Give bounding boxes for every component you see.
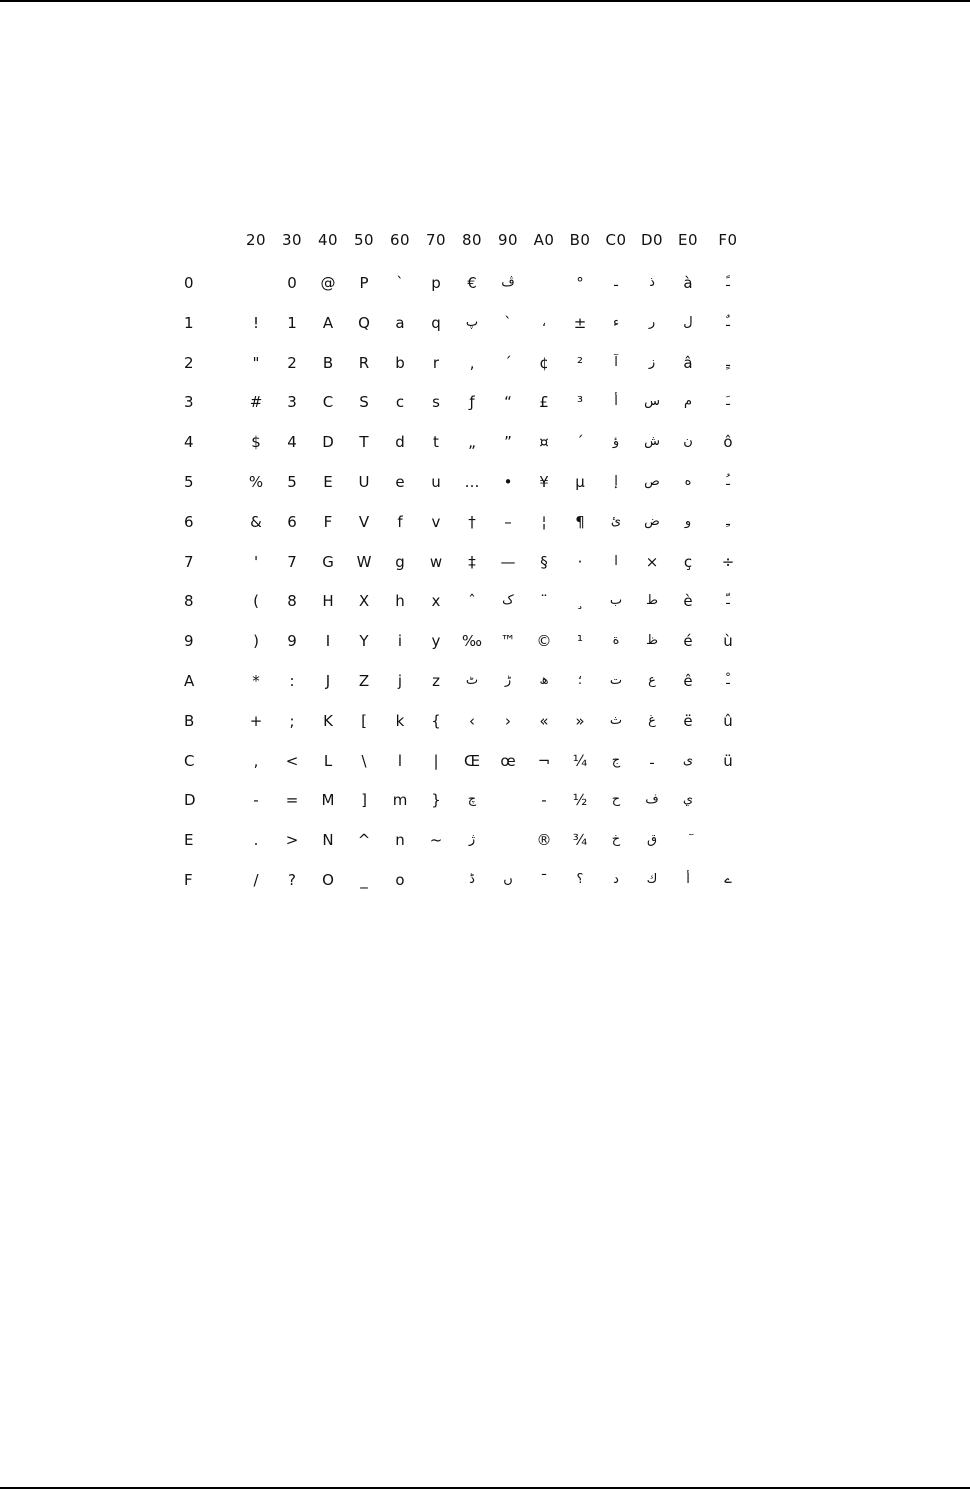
code-cell-f8: ـّ bbox=[726, 593, 730, 609]
code-cell-57: W bbox=[356, 552, 372, 571]
code-cell-ac: ¬ bbox=[537, 751, 551, 770]
code-cell-c2: آ bbox=[614, 354, 618, 370]
code-cell-c9: ة bbox=[612, 633, 620, 649]
code-cell-2d: - bbox=[253, 791, 259, 810]
code-cell-46: F bbox=[323, 512, 333, 531]
code-cell-25: % bbox=[248, 473, 264, 491]
code-cell-e6: و bbox=[684, 513, 692, 529]
row-label-8: 8 bbox=[184, 592, 194, 611]
code-cell-50: P bbox=[359, 274, 369, 292]
code-cell-2e: . bbox=[253, 831, 259, 850]
code-cell-dc: ـ bbox=[650, 752, 654, 768]
code-cell-a8: ¨ bbox=[540, 592, 548, 611]
code-cell-4f: O bbox=[322, 871, 334, 889]
code-cell-b9: ¹ bbox=[576, 632, 583, 651]
code-cell-f9: ù bbox=[723, 632, 733, 651]
code-cell-eb: ë bbox=[683, 711, 693, 730]
code-cell-c3: أ bbox=[614, 394, 618, 410]
code-cell-d9: ظ bbox=[645, 633, 659, 649]
code-cell-d8: ط bbox=[645, 593, 659, 609]
code-cell-32: 2 bbox=[287, 353, 297, 372]
code-cell-3a: : bbox=[289, 672, 295, 690]
column-header-70: 70 bbox=[425, 231, 447, 249]
code-cell-4d: M bbox=[321, 791, 335, 810]
code-cell-72: r bbox=[432, 353, 440, 372]
code-cell-92: ´ bbox=[504, 353, 512, 372]
row-label-4: 4 bbox=[184, 433, 194, 452]
code-cell-fa: ـْ bbox=[726, 673, 730, 688]
code-cell-43: C bbox=[322, 393, 334, 412]
code-cell-28: ( bbox=[253, 592, 259, 611]
code-cell-c1: ء bbox=[612, 314, 620, 330]
code-cell-af: ¯ bbox=[540, 871, 548, 889]
code-cell-ef: أ bbox=[686, 872, 690, 887]
code-cell-cd: ح bbox=[611, 792, 621, 808]
column-header-90: 90 bbox=[497, 231, 519, 249]
code-cell-8b: ‹ bbox=[469, 711, 475, 730]
code-cell-d0: ذ bbox=[649, 275, 655, 290]
code-cell-75: u bbox=[431, 473, 441, 491]
code-cell-7b: { bbox=[431, 711, 441, 730]
row-label-3: 3 bbox=[184, 393, 194, 412]
code-cell-68: h bbox=[395, 592, 405, 611]
row-label-1: 1 bbox=[184, 313, 194, 332]
code-cell-ba: ؛ bbox=[577, 673, 583, 688]
code-cell-ca: ت bbox=[609, 673, 623, 688]
column-header-e0: E0 bbox=[677, 231, 699, 249]
code-cell-a6: ¦ bbox=[541, 512, 547, 531]
row-label-a: A bbox=[184, 672, 195, 690]
code-cell-33: 3 bbox=[287, 393, 297, 412]
code-cell-a1: ، bbox=[541, 314, 547, 330]
code-cell-b6: ¶ bbox=[575, 512, 585, 531]
code-cell-e0: à bbox=[683, 274, 693, 292]
code-cell-23: # bbox=[249, 393, 263, 412]
row-label-e: E bbox=[184, 831, 194, 850]
code-cell-e3: م bbox=[683, 394, 693, 410]
code-cell-b7: · bbox=[577, 552, 583, 571]
code-cell-48: H bbox=[322, 592, 334, 611]
code-cell-8f: ڈ bbox=[469, 872, 475, 887]
code-cell-b1: ± bbox=[573, 313, 587, 332]
code-cell-d5: ص bbox=[644, 474, 660, 489]
code-cell-ea: ê bbox=[683, 672, 693, 690]
code-cell-ed: ي bbox=[682, 792, 694, 808]
code-cell-a2: ¢ bbox=[539, 353, 549, 372]
code-cell-6d: m bbox=[392, 791, 408, 810]
code-cell-84: „ bbox=[468, 433, 476, 452]
code-cell-3c: < bbox=[285, 751, 299, 770]
code-cell-54: T bbox=[359, 433, 369, 452]
code-cell-ad: - bbox=[541, 791, 547, 810]
code-cell-6f: o bbox=[395, 871, 405, 889]
code-cell-87: ‡ bbox=[468, 552, 476, 571]
code-cell-e9: é bbox=[683, 632, 693, 651]
code-cell-42: B bbox=[322, 353, 334, 372]
code-cell-61: a bbox=[395, 313, 405, 332]
code-cell-d2: ز bbox=[648, 354, 656, 370]
row-label-0: 0 bbox=[184, 274, 194, 292]
row-label-7: 7 bbox=[184, 552, 194, 571]
row-label-b: B bbox=[184, 711, 195, 730]
code-cell-6c: l bbox=[397, 751, 403, 770]
code-cell-e7: ç bbox=[683, 552, 693, 571]
code-cell-4c: L bbox=[323, 751, 333, 770]
code-cell-26: & bbox=[250, 512, 262, 531]
code-cell-5f: _ bbox=[360, 871, 368, 889]
code-cell-a9: © bbox=[536, 632, 552, 651]
code-cell-dd: ف bbox=[645, 792, 659, 808]
code-cell-37: 7 bbox=[287, 552, 297, 571]
code-cell-76: v bbox=[431, 512, 441, 531]
code-cell-27: ' bbox=[253, 552, 259, 571]
code-cell-a4: ¤ bbox=[539, 433, 549, 452]
code-cell-ee bbox=[670, 830, 706, 850]
code-cell-f0: ـً bbox=[726, 275, 730, 290]
code-cell-22: " bbox=[252, 353, 260, 372]
code-cell-9a: ڑ bbox=[504, 673, 512, 688]
code-cell-3d: = bbox=[285, 791, 299, 810]
code-cell-70: p bbox=[431, 274, 441, 292]
column-header-c0: C0 bbox=[605, 231, 627, 249]
column-header-40: 40 bbox=[317, 231, 339, 249]
code-cell-83: ƒ bbox=[469, 393, 475, 412]
code-cell-bb: » bbox=[575, 711, 585, 730]
code-cell-78: x bbox=[431, 592, 441, 611]
code-cell-2c: , bbox=[253, 751, 259, 770]
code-cell-be: ¾ bbox=[572, 831, 588, 850]
code-cell-55: U bbox=[358, 473, 370, 491]
code-cell-95: • bbox=[503, 473, 513, 491]
code-cell-64: d bbox=[395, 433, 405, 452]
code-cell-67: g bbox=[395, 552, 405, 571]
code-cell-52: R bbox=[358, 353, 370, 372]
code-cell-a3: £ bbox=[539, 393, 549, 412]
column-header-30: 30 bbox=[281, 231, 303, 249]
code-cell-41: A bbox=[322, 313, 334, 332]
code-cell-85: … bbox=[464, 473, 480, 491]
code-cell-90: ڤ bbox=[501, 275, 515, 290]
code-cell-6b: k bbox=[395, 711, 405, 730]
code-cell-6e: n bbox=[395, 831, 405, 850]
code-cell-94: ” bbox=[504, 433, 512, 452]
code-cell-5a: Z bbox=[358, 672, 370, 690]
code-cell-b0: ° bbox=[576, 274, 584, 292]
code-cell-d4: ش bbox=[644, 434, 660, 450]
code-cell-c6: ئ bbox=[610, 513, 622, 529]
code-cell-58: X bbox=[358, 592, 370, 611]
code-cell-56: V bbox=[358, 512, 370, 531]
code-cell-45: E bbox=[323, 473, 333, 491]
column-header-f0: F0 bbox=[718, 231, 738, 249]
code-cell-91: ` bbox=[504, 313, 512, 332]
code-cell-97: — bbox=[500, 552, 516, 571]
code-cell-49: I bbox=[325, 632, 331, 651]
code-cell-b4: ´ bbox=[576, 433, 584, 452]
code-cell-7a: z bbox=[432, 672, 440, 690]
code-cell-8c: Œ bbox=[463, 751, 481, 770]
column-header-b0: B0 bbox=[569, 231, 591, 249]
code-cell-8e: ژ bbox=[468, 832, 476, 848]
code-cell-80: € bbox=[467, 274, 477, 292]
code-cell-da: ع bbox=[648, 673, 656, 688]
code-cell-3f: ? bbox=[288, 871, 296, 889]
row-label-d: D bbox=[184, 791, 196, 810]
code-cell-d7: × bbox=[645, 552, 659, 571]
code-cell-a5: ¥ bbox=[539, 473, 549, 491]
code-cell-7e: ~ bbox=[429, 831, 443, 850]
code-cell-fc: ü bbox=[723, 751, 733, 770]
code-cell-38: 8 bbox=[287, 592, 297, 611]
code-cell-4b: K bbox=[323, 711, 333, 730]
row-label-5: 5 bbox=[184, 473, 194, 491]
code-cell-79: y bbox=[431, 632, 441, 651]
code-cell-b5: µ bbox=[575, 473, 585, 491]
code-cell-c8: ب bbox=[609, 593, 623, 609]
code-cell-ab: « bbox=[539, 711, 549, 730]
code-cell-f7: ÷ bbox=[721, 552, 735, 571]
code-cell-63: c bbox=[395, 393, 405, 412]
code-cell-31: 1 bbox=[287, 313, 297, 332]
code-cell-f3: ـَ bbox=[726, 394, 730, 410]
code-cell-e5: ه bbox=[684, 474, 692, 489]
code-cell-47: G bbox=[322, 552, 334, 571]
code-cell-86: † bbox=[468, 512, 476, 531]
code-cell-81: پ bbox=[465, 314, 479, 330]
row-label-9: 9 bbox=[184, 632, 194, 651]
code-cell-cf: د bbox=[613, 872, 619, 887]
code-cell-c4: ؤ bbox=[612, 434, 620, 450]
code-cell-65: e bbox=[395, 473, 405, 491]
code-cell-59: Y bbox=[359, 632, 369, 651]
code-cell-21: ! bbox=[252, 313, 259, 332]
code-cell-f6: ـِ bbox=[726, 513, 730, 529]
code-cell-f5: ـُ bbox=[726, 474, 730, 489]
code-cell-53: S bbox=[359, 393, 369, 412]
code-cell-de: ق bbox=[646, 832, 658, 848]
code-cell-5b: [ bbox=[361, 711, 367, 730]
code-cell-77: w bbox=[429, 552, 443, 571]
code-cell-bf: ؟ bbox=[576, 872, 584, 887]
code-cell-39: 9 bbox=[287, 632, 297, 651]
code-cell-e2: â bbox=[683, 353, 693, 372]
code-cell-c0: ـ bbox=[614, 275, 618, 290]
code-cell-b8: ¸ bbox=[576, 592, 584, 611]
code-cell-cb: ث bbox=[609, 712, 623, 728]
code-cell-9f: ں bbox=[503, 872, 513, 887]
code-cell-73: s bbox=[432, 393, 440, 412]
row-label-2: 2 bbox=[184, 353, 194, 372]
code-cell-40: @ bbox=[320, 274, 336, 292]
code-cell-89: ‰ bbox=[461, 632, 483, 651]
column-header-50: 50 bbox=[353, 231, 375, 249]
code-cell-ce: خ bbox=[611, 832, 621, 848]
code-cell-e8: è bbox=[683, 592, 693, 611]
row-label-6: 6 bbox=[184, 512, 194, 531]
code-cell-98: ک bbox=[502, 593, 514, 609]
code-cell-d6: ض bbox=[644, 513, 660, 529]
code-cell-d1: ر bbox=[648, 314, 656, 330]
code-cell-f1: ـٌ bbox=[726, 314, 730, 330]
code-cell-c7: ا bbox=[614, 553, 618, 569]
code-cell-e4: ن bbox=[683, 434, 693, 450]
code-cell-f2: ـٍ bbox=[726, 354, 730, 370]
code-cell-96: – bbox=[504, 512, 512, 531]
code-cell-29: ) bbox=[253, 632, 259, 651]
bottom-rule bbox=[0, 1487, 970, 1489]
code-cell-93: “ bbox=[504, 393, 512, 412]
code-cell-d3: س bbox=[644, 394, 660, 410]
code-cell-2b: + bbox=[249, 711, 263, 730]
code-cell-88: ˆ bbox=[468, 592, 476, 611]
code-cell-99: ™ bbox=[500, 632, 516, 651]
code-cell-b3: ³ bbox=[576, 393, 583, 412]
code-cell-bc: ¼ bbox=[572, 751, 588, 770]
code-cell-aa: ھ bbox=[539, 673, 549, 688]
column-header-60: 60 bbox=[389, 231, 411, 249]
code-cell-71: q bbox=[431, 313, 441, 332]
code-cell-82: ‚ bbox=[469, 353, 475, 372]
code-cell-ff: ے bbox=[724, 872, 732, 887]
code-cell-62: b bbox=[395, 353, 405, 372]
code-cell-b2: ² bbox=[576, 353, 583, 372]
code-cell-bd: ½ bbox=[572, 791, 588, 810]
code-cell-db: غ bbox=[648, 712, 656, 728]
code-cell-9c: œ bbox=[500, 751, 516, 770]
code-cell-36: 6 bbox=[287, 512, 297, 531]
code-cell-2f: / bbox=[253, 871, 259, 889]
code-cell-60: ` bbox=[396, 274, 404, 292]
code-cell-8a: ٹ bbox=[465, 673, 479, 688]
code-cell-fb: û bbox=[723, 711, 733, 730]
code-cell-35: 5 bbox=[287, 473, 297, 491]
code-cell-c5: إ bbox=[614, 474, 618, 489]
code-cell-8d: چ bbox=[467, 792, 477, 808]
code-cell-74: t bbox=[433, 433, 439, 452]
code-cell-24: $ bbox=[251, 433, 261, 452]
code-cell-66: f bbox=[397, 512, 403, 531]
code-cell-4a: J bbox=[325, 672, 331, 690]
code-cell-f4: ô bbox=[723, 433, 733, 452]
row-label-c: C bbox=[184, 751, 195, 770]
code-cell-34: 4 bbox=[287, 433, 297, 452]
column-header-a0: A0 bbox=[533, 231, 555, 249]
row-label-f: F bbox=[184, 871, 193, 889]
code-cell-a7: § bbox=[540, 552, 548, 571]
column-header-80: 80 bbox=[461, 231, 483, 249]
code-cell-5c: \ bbox=[361, 751, 367, 770]
code-cell-4e: N bbox=[322, 831, 334, 850]
code-cell-7c: | bbox=[433, 751, 439, 770]
code-cell-2a: * bbox=[252, 672, 260, 690]
code-cell-69: i bbox=[397, 632, 403, 651]
column-header-20: 20 bbox=[245, 231, 267, 249]
code-cell-6a: j bbox=[397, 672, 403, 690]
code-cell-3e: > bbox=[285, 831, 299, 850]
code-cell-9b: › bbox=[505, 711, 511, 730]
code-cell-5e: ^ bbox=[357, 831, 371, 850]
code-cell-ae: ® bbox=[536, 831, 552, 850]
code-cell-7d: } bbox=[431, 791, 441, 810]
code-cell-5d: ] bbox=[361, 791, 367, 810]
code-cell-3b: ; bbox=[289, 711, 295, 730]
code-cell-e1: ل bbox=[683, 314, 693, 330]
code-cell-cc: ج bbox=[611, 752, 621, 768]
code-cell-30: 0 bbox=[287, 274, 297, 292]
code-cell-44: D bbox=[322, 433, 334, 452]
code-cell-df: ك bbox=[646, 872, 658, 887]
column-header-d0: D0 bbox=[640, 231, 664, 249]
code-cell-ec: ى bbox=[682, 752, 694, 768]
code-cell-51: Q bbox=[358, 313, 370, 332]
